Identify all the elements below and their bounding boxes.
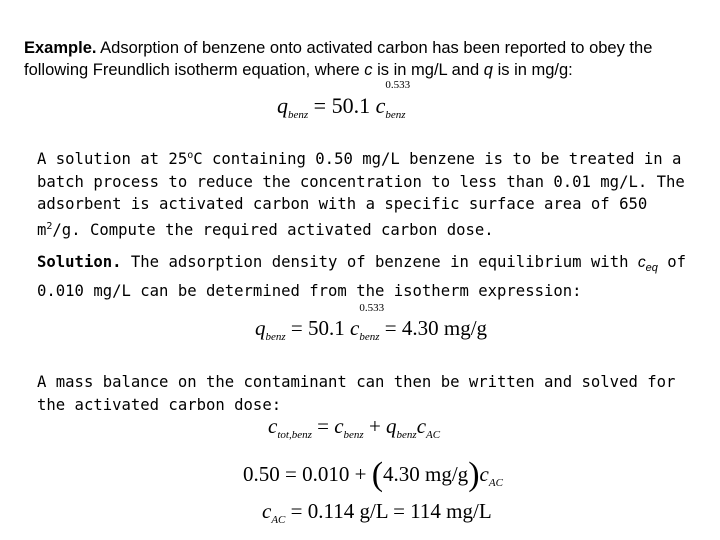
eq3-q: q: [386, 414, 397, 438]
eq3-c2-sub: AC: [426, 429, 441, 441]
example-intro: [24, 37, 704, 81]
ceq-sub: eq: [645, 262, 658, 275]
ceq-symbol: [637, 254, 658, 275]
mass-balance-text: A mass balance on the contaminant can then be written and solved for the activated carbon dose:: [37, 373, 676, 414]
eq2-lhs: q: [255, 316, 266, 340]
eq1-lhs: q: [277, 93, 288, 118]
intro-text-b: is in mg/L and: [372, 61, 484, 79]
eq5-rhs: = 0.114 g/L = 114 mg/L: [285, 499, 492, 523]
adsorption-density-equation: [255, 302, 488, 343]
eq4-c-sub: AC: [488, 477, 503, 489]
eq3-lhs: c: [268, 414, 278, 438]
eq4-c: c: [479, 462, 489, 486]
solution-text-b: of 0.010 mg/L can be determined from the isotherm expression:: [37, 253, 687, 300]
eq4-paren-close: ): [468, 456, 480, 493]
var-q: q: [483, 61, 493, 79]
eq3-eq: =: [311, 414, 335, 438]
example-label: Example.: [24, 39, 97, 57]
mass-balance-equation: [268, 414, 440, 439]
eq1-exponent: 0.533: [385, 79, 411, 91]
eq1-coef: = 50.1: [308, 93, 376, 118]
eq2-c-sub: benz: [359, 331, 380, 343]
problem-statement: A solution at 25$^o$C containing 0.50 mg/L benzene is to be treated in a batch process to reduce the concentration to less than 0.01 mg/L. The adsorbent is activated carbon with a specific surface area of 650 $m^2/g$. Compute the required activated carbon dose.: [37, 150, 685, 239]
eq2-mid: = 50.1: [285, 316, 351, 340]
eq5-c-sub: AC: [271, 514, 286, 526]
intro-text-c: is in mg/g:: [492, 61, 573, 79]
eq5-c: c: [262, 499, 272, 523]
eq1-c-sub: benz: [385, 109, 406, 121]
eq3-q-sub: benz: [396, 429, 417, 441]
eq1-supsub: [385, 79, 411, 121]
var-c: c: [364, 61, 373, 79]
eq1-lhs-sub: benz: [288, 109, 309, 121]
ceq-c: c: [637, 254, 646, 271]
eq3-c-sub: benz: [343, 429, 364, 441]
eq2-supsub: [359, 302, 385, 343]
eq3-plus: +: [363, 414, 387, 438]
substituted-equation: [243, 452, 503, 493]
eq3-lhs-sub: tot,benz: [277, 429, 312, 441]
solution-text-a: The adsorption density of benzene in equilibrium with: [121, 253, 638, 271]
carbon-dose-result: [262, 499, 492, 524]
eq4-inner: 4.30 mg/g: [383, 462, 469, 486]
solution-label: Solution.: [37, 253, 122, 271]
eq3-c: c: [334, 414, 344, 438]
eq4-lhs: 0.50 = 0.010 +: [243, 462, 372, 486]
eq3-c2: c: [416, 414, 427, 438]
eq2-lhs-sub: benz: [265, 331, 286, 343]
eq2-c: c: [350, 316, 360, 340]
intro-text-a: Adsorption of benzene onto activated carbon has been reported to obey the following Freundlich isotherm equation, where: [24, 39, 653, 79]
eq2-exponent: 0.533: [359, 302, 385, 314]
eq1-c: c: [375, 93, 386, 118]
eq2-rhs: = 4.30 mg/g: [379, 316, 488, 340]
solution-paragraph: [37, 251, 697, 302]
eq4-paren-open: (: [371, 456, 384, 493]
freundlich-equation: [277, 79, 411, 121]
